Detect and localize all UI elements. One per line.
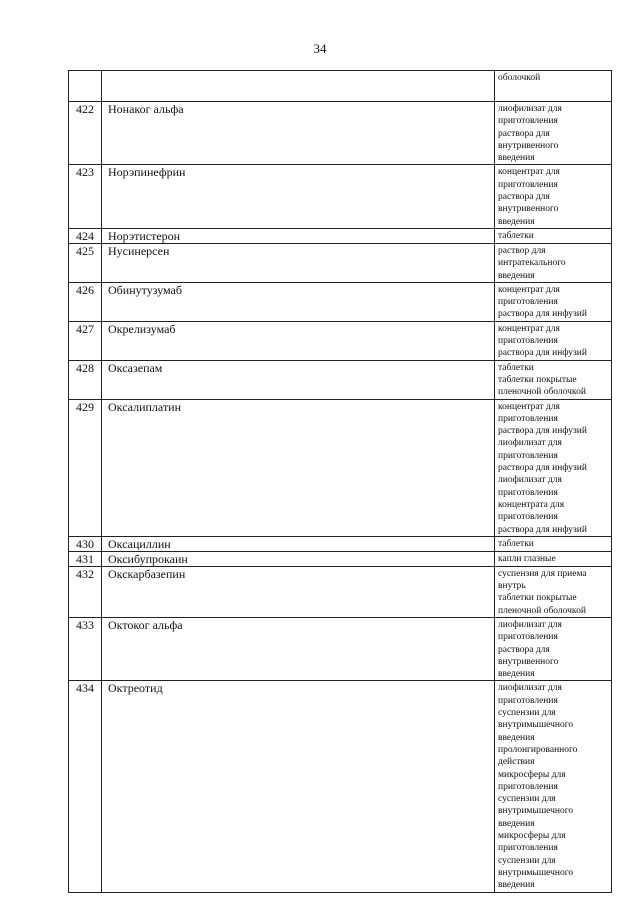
dosage-forms: [495, 165, 612, 228]
drug-name: Норэтистерон: [102, 228, 495, 243]
dosage-form-line: приготовления: [498, 781, 558, 792]
dosage-form-line: введения: [498, 270, 535, 281]
dosage-form-line: приготовления: [498, 512, 558, 523]
page-number: 34: [313, 41, 327, 56]
dosage-form-line: действия: [498, 757, 535, 768]
row-number: 423: [69, 165, 102, 228]
dosage-form-line: приготовления: [498, 116, 558, 127]
dosage-form-line: лиофилизат для: [498, 619, 562, 630]
dosage-forms: [495, 282, 612, 321]
dosage-form-line: лиофилизат для: [498, 104, 562, 114]
row-number: 428: [69, 360, 102, 399]
dosage-form-line: внутривенного: [498, 656, 559, 667]
dosage-form-line: раствора для инфузий: [498, 524, 587, 535]
dosage-form-line: раствора для инфузий: [498, 463, 587, 474]
dosage-form-line: раствор для: [498, 245, 546, 256]
dosage-forms: [495, 681, 612, 892]
dosage-form-line: приготовления: [498, 695, 558, 706]
row-number: 430: [69, 536, 102, 551]
dosage-form-line: введения: [498, 216, 535, 227]
dosage-form-line: таблетки: [498, 362, 534, 373]
dosage-form-line: внутривенного: [498, 204, 559, 215]
table-row: [69, 71, 612, 102]
dosage-form-line: капли глазные: [498, 553, 556, 564]
row-number: 424: [69, 228, 102, 243]
row-number: 433: [69, 617, 102, 680]
table-row: [69, 566, 612, 617]
dosage-form-line: лиофилизат для: [498, 683, 562, 694]
dosage-form-line: раствора для инфузий: [498, 309, 587, 320]
dosage-form-line: пленочной оболочкой: [498, 387, 586, 398]
dosage-form-line: раствора для: [498, 644, 550, 655]
dosage-forms: [495, 243, 612, 282]
dosage-forms: [495, 228, 612, 243]
dosage-form-line: таблетки покрытые: [498, 374, 577, 385]
dosage-form-line: концентрат для: [498, 167, 560, 178]
dosage-form-line: суспензии для: [498, 708, 556, 719]
dosage-form-line: внутримышечного: [498, 867, 574, 878]
dosage-form-line: раствора для инфузий: [498, 348, 587, 359]
drug-name: Оксибупрокаин: [102, 551, 495, 566]
dosage-form-line: приготовления: [498, 413, 558, 424]
dosage-form-line: внутрь: [498, 581, 526, 592]
table-row: [69, 282, 612, 321]
table-row: [69, 102, 612, 165]
drug-name: Октреотид: [102, 681, 495, 892]
dosage-forms: [495, 617, 612, 680]
drug-name: Окрелизумаб: [102, 321, 495, 360]
dosage-form-line: концентрат для: [498, 401, 560, 412]
dosage-form-line: пролонгированного: [498, 744, 578, 755]
row-number: 422: [69, 102, 102, 165]
table-row: [69, 399, 612, 536]
table-row: [69, 536, 612, 551]
dosage-form-line: таблетки: [498, 538, 534, 549]
table-row: [69, 321, 612, 360]
dosage-form-line: введения: [498, 818, 535, 829]
dosage-form-line: суспензии для: [498, 855, 556, 866]
row-number: 426: [69, 282, 102, 321]
dosage-form-line: концентрат для: [498, 323, 560, 334]
drug-table-body: [69, 71, 612, 893]
dosage-form-line: суспензия для приема: [498, 568, 587, 579]
dosage-form-line: приготовления: [498, 632, 558, 643]
table-row: [69, 165, 612, 228]
table-row: [69, 681, 612, 892]
dosage-form-line: микросферы для: [498, 769, 566, 780]
dosage-forms: [495, 102, 612, 165]
drug-name: Обинутузумаб: [102, 282, 495, 321]
table-row: [69, 551, 612, 566]
dosage-form-line: раствора для: [498, 192, 550, 203]
row-number: 427: [69, 321, 102, 360]
table-row: [69, 243, 612, 282]
dosage-forms: [495, 566, 612, 617]
dosage-form-line: приготовления: [498, 297, 558, 308]
drug-name: Нусинерсен: [102, 243, 495, 282]
drug-name: Оксалиплатин: [102, 399, 495, 536]
drug-name: Октоког альфа: [102, 617, 495, 680]
drug-name: [102, 71, 495, 102]
dosage-form-line: приготовления: [498, 336, 558, 347]
row-number: 429: [69, 399, 102, 536]
drug-name: Нонаког альфа: [102, 102, 495, 165]
dosage-form-line: введения: [498, 153, 535, 164]
dosage-forms: [495, 71, 612, 102]
dosage-form-line: таблетки: [498, 230, 534, 241]
dosage-form-line: концентрат для: [498, 284, 560, 295]
dosage-forms: [495, 321, 612, 360]
dosage-form-line: таблетки покрытые: [498, 593, 577, 604]
dosage-form-line: пленочной оболочкой: [498, 605, 586, 616]
dosage-form-line: интратекального: [498, 258, 566, 269]
table-row: [69, 617, 612, 680]
dosage-form-line: внутримышечного: [498, 806, 574, 817]
drug-name: Окскарбазепин: [102, 566, 495, 617]
drug-table: [68, 70, 612, 893]
dosage-form-line: введения: [498, 732, 535, 743]
dosage-form-line: введения: [498, 880, 535, 891]
dosage-form-line: концентрата для: [498, 499, 565, 510]
dosage-forms: [495, 551, 612, 566]
dosage-forms: [495, 536, 612, 551]
dosage-form-line: микросферы для: [498, 831, 566, 842]
dosage-form-line: раствора для инфузий: [498, 426, 587, 437]
dosage-forms: [495, 399, 612, 536]
row-number: 432: [69, 566, 102, 617]
dosage-form-line: лиофилизат для: [498, 475, 562, 486]
dosage-form-line: лиофилизат для: [498, 438, 562, 449]
dosage-form-line: внутривенного: [498, 140, 559, 151]
drug-name: Норэпинефрин: [102, 165, 495, 228]
dosage-form-line: приготовления: [498, 450, 558, 461]
row-number: 434: [69, 681, 102, 892]
dosage-form-line: введения: [498, 669, 535, 680]
drug-name: Оксациллин: [102, 536, 495, 551]
dosage-form-line: суспензии для: [498, 794, 556, 805]
row-number: 431: [69, 551, 102, 566]
dosage-forms: [495, 360, 612, 399]
row-number: [69, 71, 102, 102]
dosage-form-line: приготовления: [498, 487, 558, 498]
dosage-form-line: оболочкой: [498, 73, 541, 83]
drug-name: Оксазепам: [102, 360, 495, 399]
dosage-form-line: приготовления: [498, 843, 558, 854]
dosage-form-line: раствора для: [498, 128, 550, 139]
table-row: [69, 228, 612, 243]
dosage-form-line: внутримышечного: [498, 720, 574, 731]
dosage-form-line: приготовления: [498, 179, 558, 190]
table-row: [69, 360, 612, 399]
row-number: 425: [69, 243, 102, 282]
